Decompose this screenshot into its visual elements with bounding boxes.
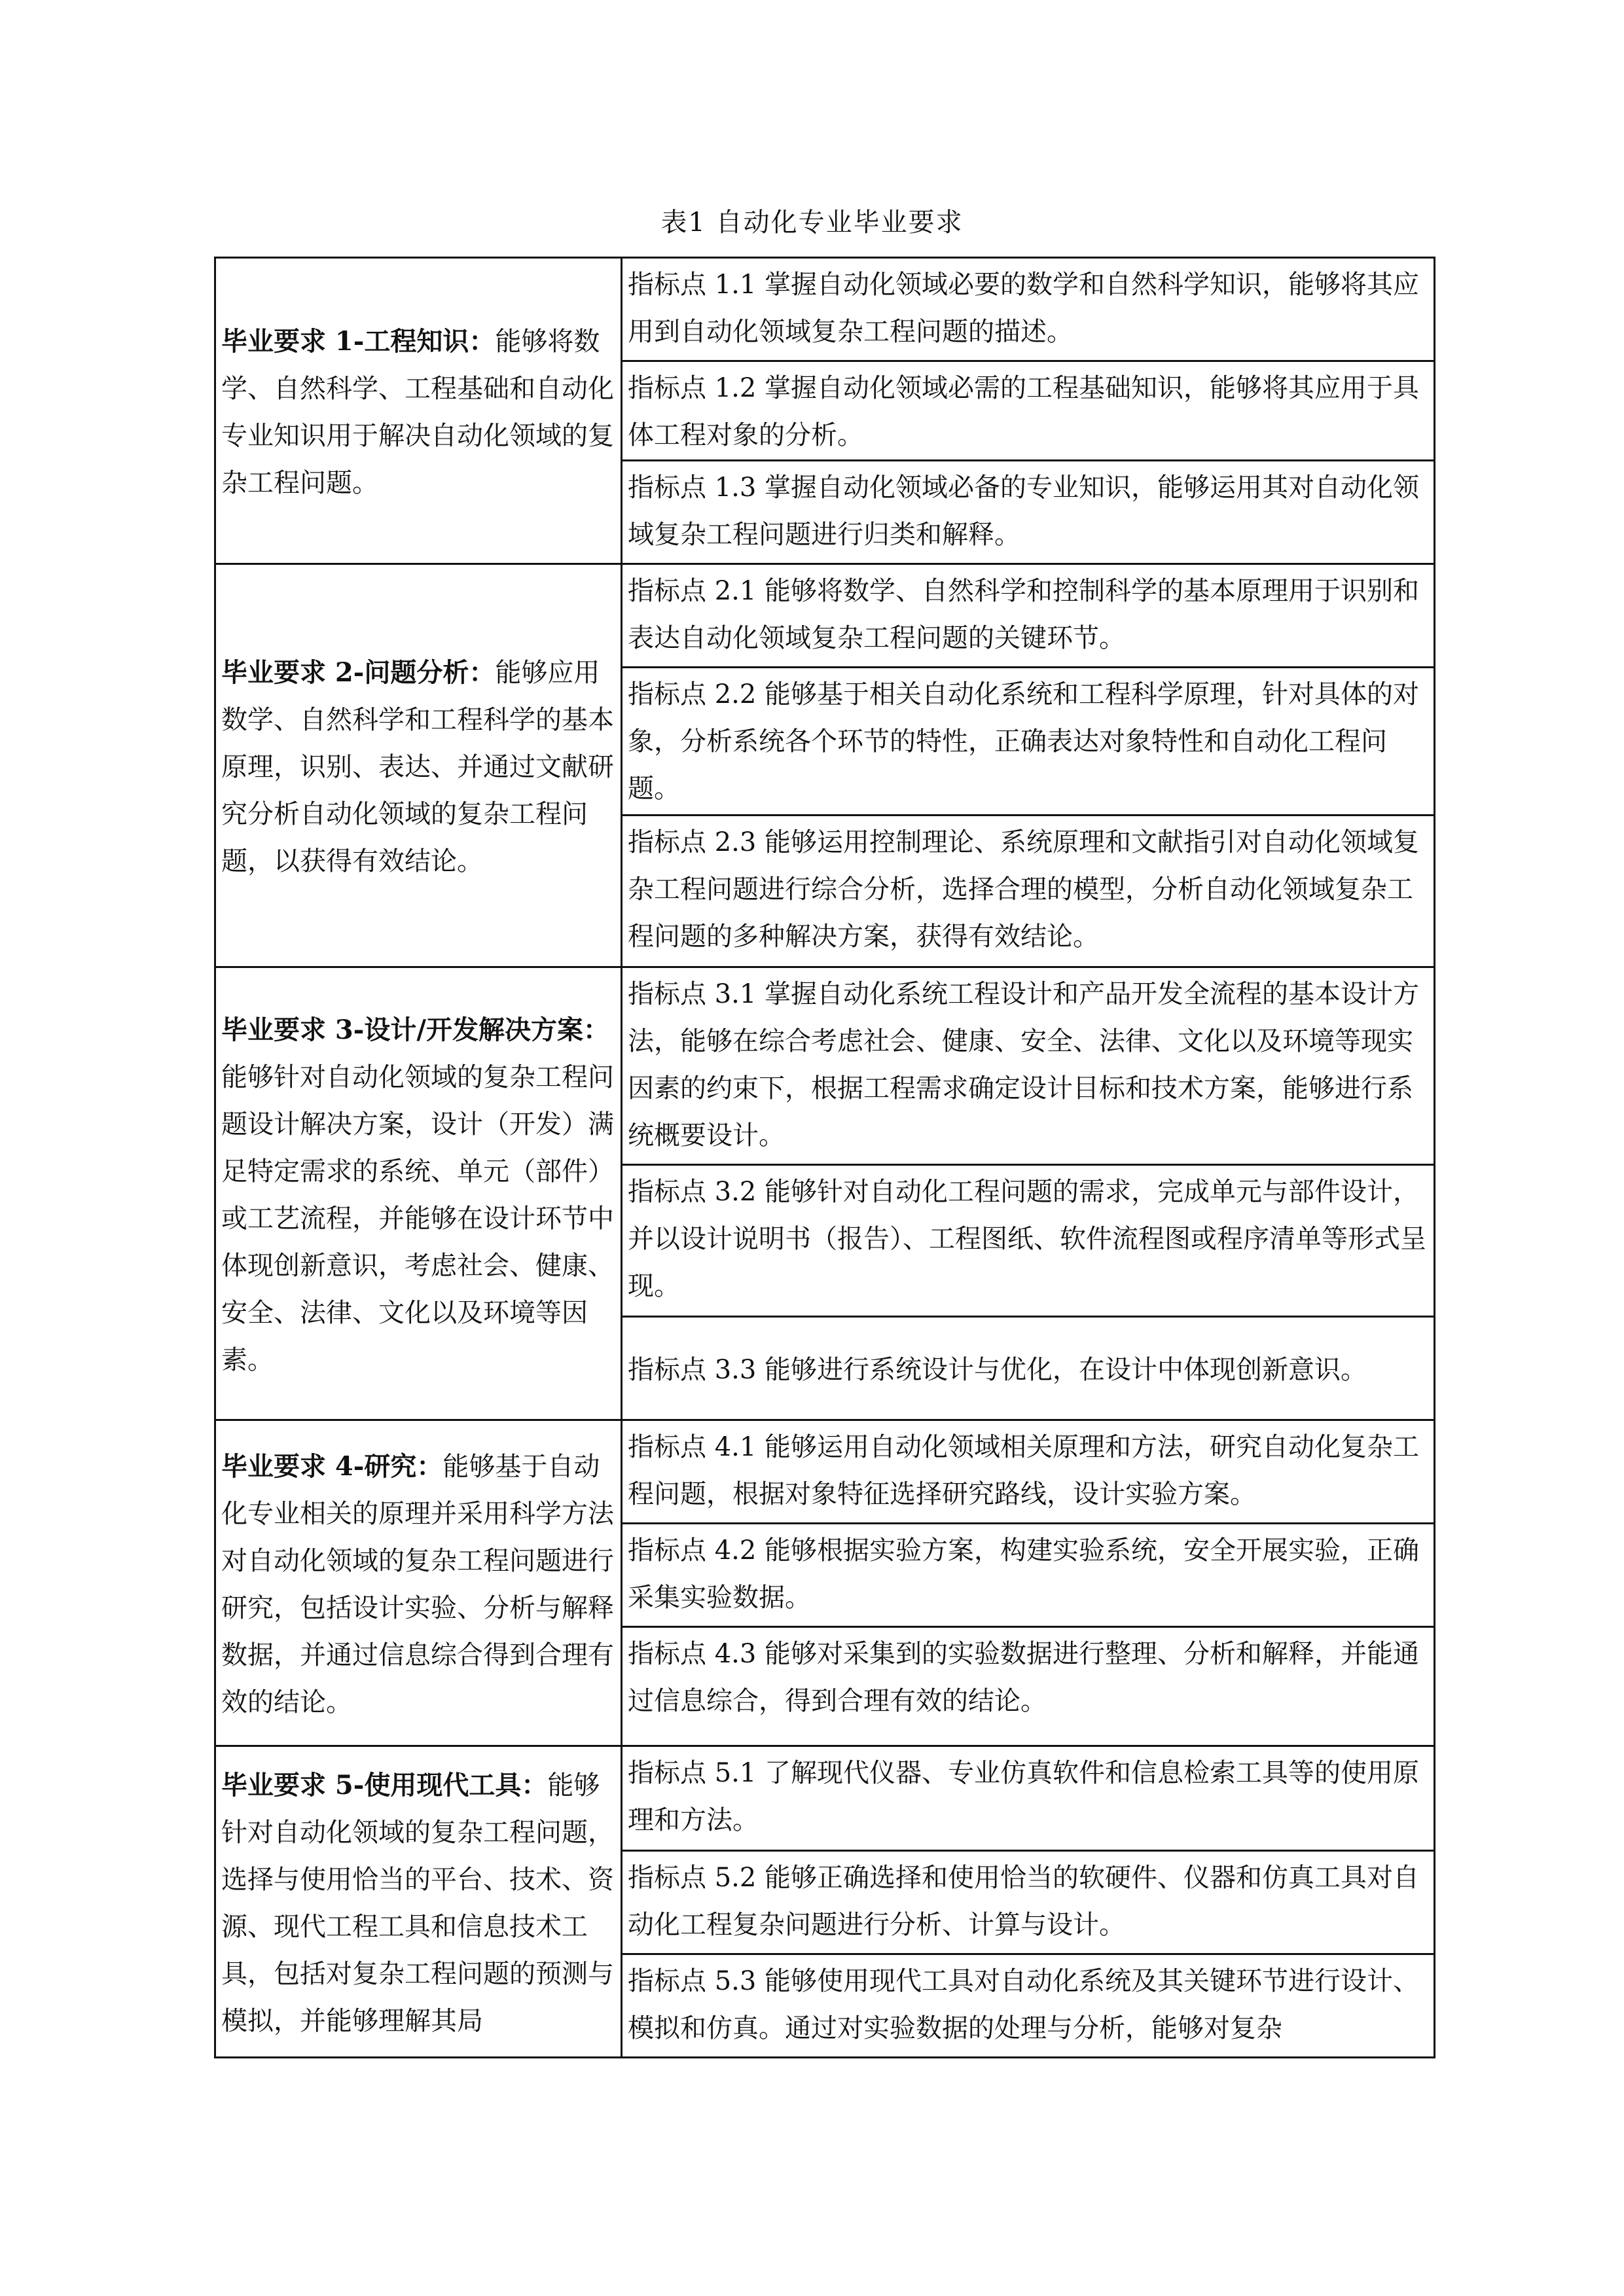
requirement-title: 毕业要求 1-工程知识： — [221, 325, 496, 357]
graduation-requirements-table — [214, 257, 1435, 2058]
table-row — [215, 967, 1435, 1165]
indicator-cell: 指标点 4.2 能够根据实验方案，构建实验系统，安全开展实验，正确采集实验数据。 — [622, 1524, 1435, 1627]
indicator-cell: 指标点 3.1 掌握自动化系统工程设计和产品开发全流程的基本设计方法，能够在综合考虑社会、健康、安全、法律、文化以及环境等现实因素的约束下，根据工程需求确定设计目标和技术方案，能够进行系统概要设计。 — [622, 967, 1435, 1165]
indicator-cell: 指标点 4.3 能够对采集到的实验数据进行整理、分析和解释，并能通过信息综合，得到合理有效的结论。 — [622, 1627, 1435, 1746]
table-row — [215, 1746, 1435, 1851]
indicator-cell: 指标点 5.3 能够使用现代工具对自动化系统及其关键环节进行设计、模拟和仿真。通过对实验数据的处理与分析，能够对复杂 — [622, 1954, 1435, 2058]
indicator-cell: 指标点 2.1 能够将数学、自然科学和控制科学的基本原理用于识别和表达自动化领域复杂工程问题的关键环节。 — [622, 564, 1435, 668]
requirement-text: 能够应用数学、自然科学和工程科学的基本原理，识别、表达、并通过文献研究分析自动化领域的复杂工程问题，以获得有效结论。 — [221, 657, 614, 876]
table-caption: 表1 自动化专业毕业要求 — [660, 207, 964, 238]
requirement-cell-2 — [215, 564, 622, 967]
requirement-cell-4 — [215, 1420, 622, 1746]
table-row — [215, 258, 1435, 361]
requirement-text: 能够针对自动化领域的复杂工程问题设计解决方案，设计（开发）满足特定需求的系统、单元（部件）或工艺流程，并能够在设计环节中体现创新意识，考虑社会、健康、安全、法律、文化以及环境等因素。 — [221, 1062, 614, 1375]
table-row — [215, 1420, 1435, 1524]
requirement-title: 毕业要求 3-设计/开发解决方案： — [221, 1014, 609, 1045]
indicator-cell: 指标点 3.2 能够针对自动化工程问题的需求，完成单元与部件设计，并以设计说明书（报告）、工程图纸、软件流程图或程序清单等形式呈现。 — [622, 1165, 1435, 1317]
requirement-cell-5 — [215, 1746, 622, 2058]
indicator-cell: 指标点 3.3 能够进行系统设计与优化，在设计中体现创新意识。 — [622, 1317, 1435, 1420]
indicator-cell: 指标点 4.1 能够运用自动化领域相关原理和方法，研究自动化复杂工程问题，根据对象特征选择研究路线，设计实验方案。 — [622, 1420, 1435, 1524]
indicator-cell: 指标点 1.3 掌握自动化领域必备的专业知识，能够运用其对自动化领域复杂工程问题进行归类和解释。 — [622, 461, 1435, 564]
indicator-cell: 指标点 1.1 掌握自动化领域必要的数学和自然科学知识，能够将其应用到自动化领域复杂工程问题的描述。 — [622, 258, 1435, 361]
indicator-cell: 指标点 5.1 了解现代仪器、专业仿真软件和信息检索工具等的使用原理和方法。 — [622, 1746, 1435, 1851]
requirement-title: 毕业要求 5-使用现代工具： — [221, 1769, 548, 1801]
indicator-cell: 指标点 2.3 能够运用控制理论、系统原理和文献指引对自动化领域复杂工程问题进行综合分析，选择合理的模型，分析自动化领域复杂工程问题的多种解决方案，获得有效结论。 — [622, 816, 1435, 967]
requirement-cell-1 — [215, 258, 622, 564]
indicator-cell: 指标点 5.2 能够正确选择和使用恰当的软硬件、仪器和仿真工具对自动化工程复杂问题进行分析、计算与设计。 — [622, 1851, 1435, 1954]
requirement-cell-3 — [215, 967, 622, 1420]
requirement-text: 能够针对自动化领域的复杂工程问题，选择与使用恰当的平台、技术、资源、现代工程工具和信息技术工具，包括对复杂工程问题的预测与模拟，并能够理解其局 — [221, 1770, 614, 2036]
requirement-text: 能够基于自动化专业相关的原理并采用科学方法对自动化领域的复杂工程问题进行研究，包括设计实验、分析与解释数据，并通过信息综合得到合理有效的结论。 — [221, 1451, 614, 1717]
indicator-cell: 指标点 2.2 能够基于相关自动化系统和工程科学原理，针对具体的对象，分析系统各个环节的特性，正确表达对象特性和自动化工程问题。 — [622, 668, 1435, 816]
indicator-cell: 指标点 1.2 掌握自动化领域必需的工程基础知识，能够将其应用于具体工程对象的分析。 — [622, 361, 1435, 461]
requirement-text: 能够将数学、自然科学、工程基础和自动化专业知识用于解决自动化领域的复杂工程问题。 — [221, 326, 614, 498]
table-row — [215, 564, 1435, 668]
requirement-title: 毕业要求 4-研究： — [221, 1450, 443, 1482]
requirement-title: 毕业要求 2-问题分析： — [221, 656, 496, 688]
